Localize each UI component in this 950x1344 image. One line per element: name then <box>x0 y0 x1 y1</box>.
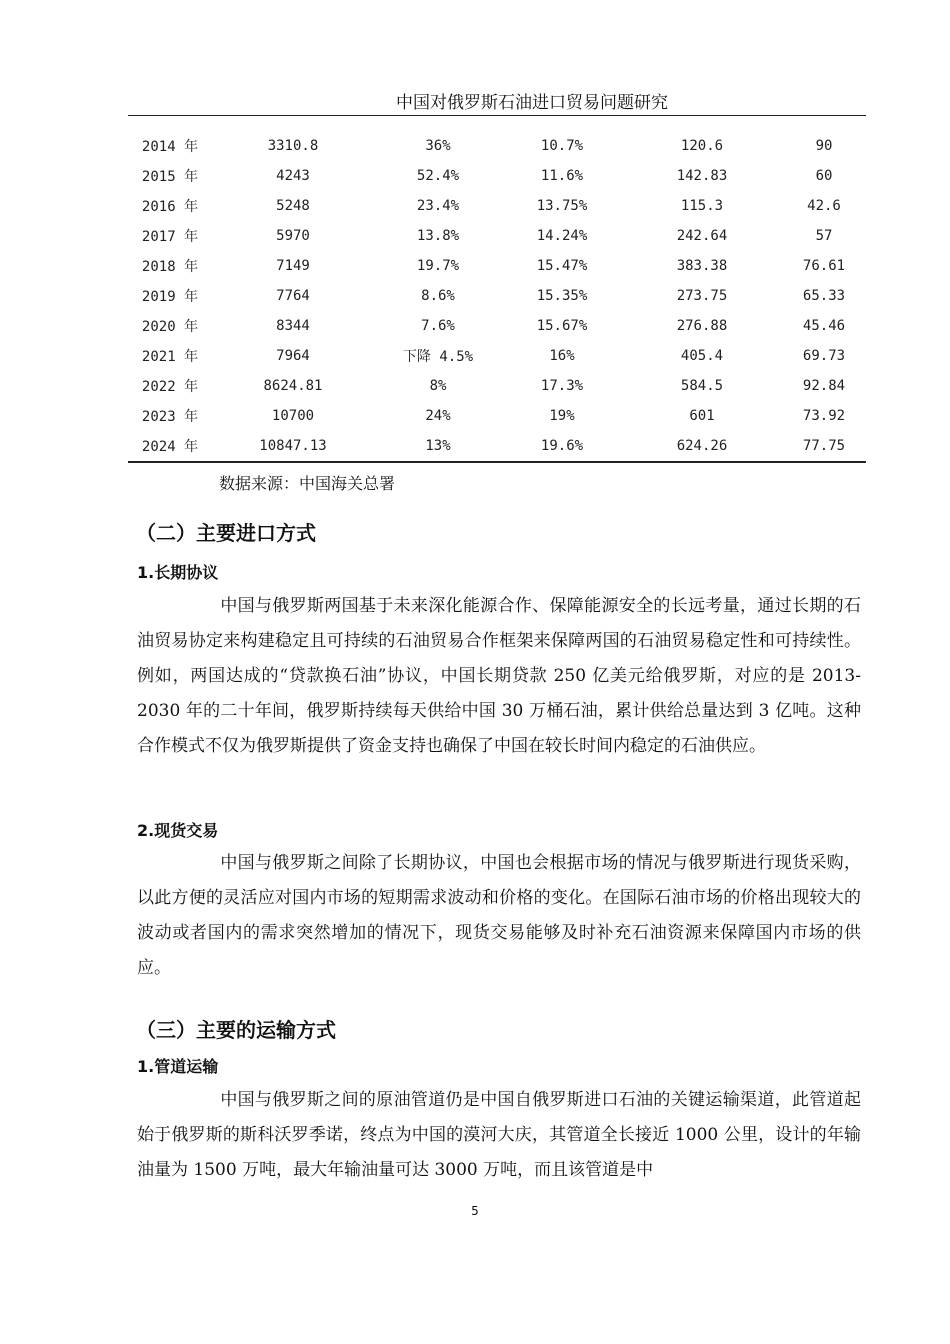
table-cell: 16% <box>549 348 575 364</box>
table-cell: 2023 年 <box>141 409 199 425</box>
table-row <box>128 251 866 281</box>
table-row <box>128 191 866 221</box>
paragraph-text: 中国与俄罗斯两国基于未来深化能源合作、保障能源安全的长远考量，通过长期的石油贸易协定来构建稳定且可持续的石油贸易合作框架来保障两国的石油贸易稳定性和可持续性。例如，两国达成的“贷款换石油”协议，中国长期贷款 250 亿美元给俄罗斯，对应的是 2013-2030 年的二十年间，俄罗斯持续每天供给中国 30 万桶石油，累计供给总量达到 3 亿吨。这种合作模式不仅为俄罗斯提供了资金支持也确保了中国在较长时间内稳定的石油供应。 <box>137 596 861 756</box>
table-cell: 19.6% <box>502 431 622 462</box>
table-cell: 4243 <box>276 168 310 184</box>
table-cell: 13% <box>374 431 502 462</box>
table-cell: 13.75% <box>536 198 588 214</box>
table-cell: 601 <box>689 408 715 424</box>
running-header <box>128 92 866 116</box>
table-cell: 65.33 <box>802 288 846 304</box>
section-heading-transport-methods: （三）主要的运输方式 <box>136 1018 336 1042</box>
table-cell: 45.46 <box>802 318 846 334</box>
table-cell: 8.6% <box>421 288 455 304</box>
table-cell: 276.88 <box>676 318 728 334</box>
table-cell: 8% <box>429 378 447 394</box>
table-cell: 584.5 <box>680 378 724 394</box>
table-row <box>128 431 866 462</box>
table-cell: 7964 <box>276 348 310 364</box>
table-cell: 19% <box>549 408 575 424</box>
table-cell: 60 <box>815 168 833 184</box>
table-cell: 下降 4.5% <box>402 349 474 365</box>
table-cell: 24% <box>425 408 451 424</box>
table-row <box>128 311 866 341</box>
paragraph-text: 中国与俄罗斯之间的原油管道仍是中国自俄罗斯进口石油的关键运输渠道，此管道起始于俄罗斯的斯科沃罗季诺，终点为中国的漠河大庆，其管道全长接近 1000 公里，设计的年输油量为 1500 万吨，最大年输油量可达 3000 万吨，而且该管道是中 <box>137 1090 861 1180</box>
table-cell: 13.8% <box>416 228 460 244</box>
table-cell: 7149 <box>276 258 310 274</box>
table-body <box>128 131 866 462</box>
oil-import-table <box>128 131 866 463</box>
table-cell: 8344 <box>276 318 310 334</box>
table-cell: 405.4 <box>680 348 724 364</box>
table-cell: 2018 年 <box>141 259 199 275</box>
table-cell: 14.24% <box>536 228 588 244</box>
table-cell: 76.61 <box>802 258 846 274</box>
table-cell: 15.47% <box>536 258 588 274</box>
table-cell: 2024 年 <box>128 431 212 462</box>
table-cell: 10700 <box>271 408 315 424</box>
table-cell: 3310.8 <box>267 138 319 154</box>
subheading-long-term-agreement: 1.长期协议 <box>137 563 219 582</box>
table-cell: 142.83 <box>676 168 728 184</box>
table-cell: 11.6% <box>540 168 584 184</box>
table-cell: 2020 年 <box>141 319 199 335</box>
table-cell: 77.75 <box>782 431 866 462</box>
table-cell: 92.84 <box>802 378 846 394</box>
table-cell: 57 <box>815 228 833 244</box>
table-cell: 73.92 <box>802 408 846 424</box>
table-cell: 52.4% <box>416 168 460 184</box>
table-cell: 115.3 <box>680 198 724 214</box>
table-row <box>128 131 866 161</box>
table-cell: 2019 年 <box>141 289 199 305</box>
table-cell: 2015 年 <box>141 169 199 185</box>
paragraph-pipeline-transport <box>137 1083 861 1188</box>
table-cell: 90 <box>815 138 833 154</box>
table-cell: 2016 年 <box>141 199 199 215</box>
table-row <box>128 401 866 431</box>
table-source-note: 数据来源：中国海关总署 <box>219 474 396 493</box>
table-cell: 23.4% <box>416 198 460 214</box>
table-cell: 10847.13 <box>212 431 374 462</box>
table-cell: 624.26 <box>622 431 782 462</box>
table-row <box>128 221 866 251</box>
table-cell: 7764 <box>276 288 310 304</box>
table-cell: 36% <box>425 138 451 154</box>
subheading-spot-trading: 2.现货交易 <box>137 821 219 840</box>
header-title: 中国对俄罗斯石油进口贸易问题研究 <box>396 93 668 113</box>
table-cell: 242.64 <box>676 228 728 244</box>
page-number: 5 <box>471 1204 479 1218</box>
table-row <box>128 161 866 191</box>
table-row <box>128 371 866 401</box>
table-cell: 8624.81 <box>263 378 323 394</box>
table-cell: 2017 年 <box>141 229 199 245</box>
table-cell: 2021 年 <box>141 349 199 365</box>
section-heading-import-methods: （二）主要进口方式 <box>136 521 316 545</box>
table-cell: 15.35% <box>536 288 588 304</box>
table-cell: 383.38 <box>676 258 728 274</box>
table-cell: 19.7% <box>416 258 460 274</box>
table-cell: 10.7% <box>540 138 584 154</box>
table-cell: 2014 年 <box>141 139 199 155</box>
table-cell: 5248 <box>276 198 310 214</box>
paragraph-spot-trading <box>137 846 861 986</box>
table-cell: 7.6% <box>421 318 455 334</box>
table-row <box>128 341 866 371</box>
subheading-pipeline-transport: 1.管道运输 <box>137 1057 219 1076</box>
table-cell: 17.3% <box>540 378 584 394</box>
table-cell: 273.75 <box>676 288 728 304</box>
table-cell: 69.73 <box>802 348 846 364</box>
table-cell: 2022 年 <box>141 379 199 395</box>
table-cell: 5970 <box>276 228 310 244</box>
table-cell: 42.6 <box>807 198 841 214</box>
paragraph-text: 中国与俄罗斯之间除了长期协议，中国也会根据市场的情况与俄罗斯进行现货采购，以此方便的灵活应对国内市场的短期需求波动和价格的变化。在国际石油市场的价格出现较大的波动或者国内的需求突然增加的情况下，现货交易能够及时补充石油资源来保障国内市场的供应。 <box>137 853 861 978</box>
table-cell: 15.67% <box>536 318 588 334</box>
paragraph-long-term-agreement <box>137 589 861 764</box>
table-cell: 120.6 <box>680 138 724 154</box>
table-row <box>128 281 866 311</box>
